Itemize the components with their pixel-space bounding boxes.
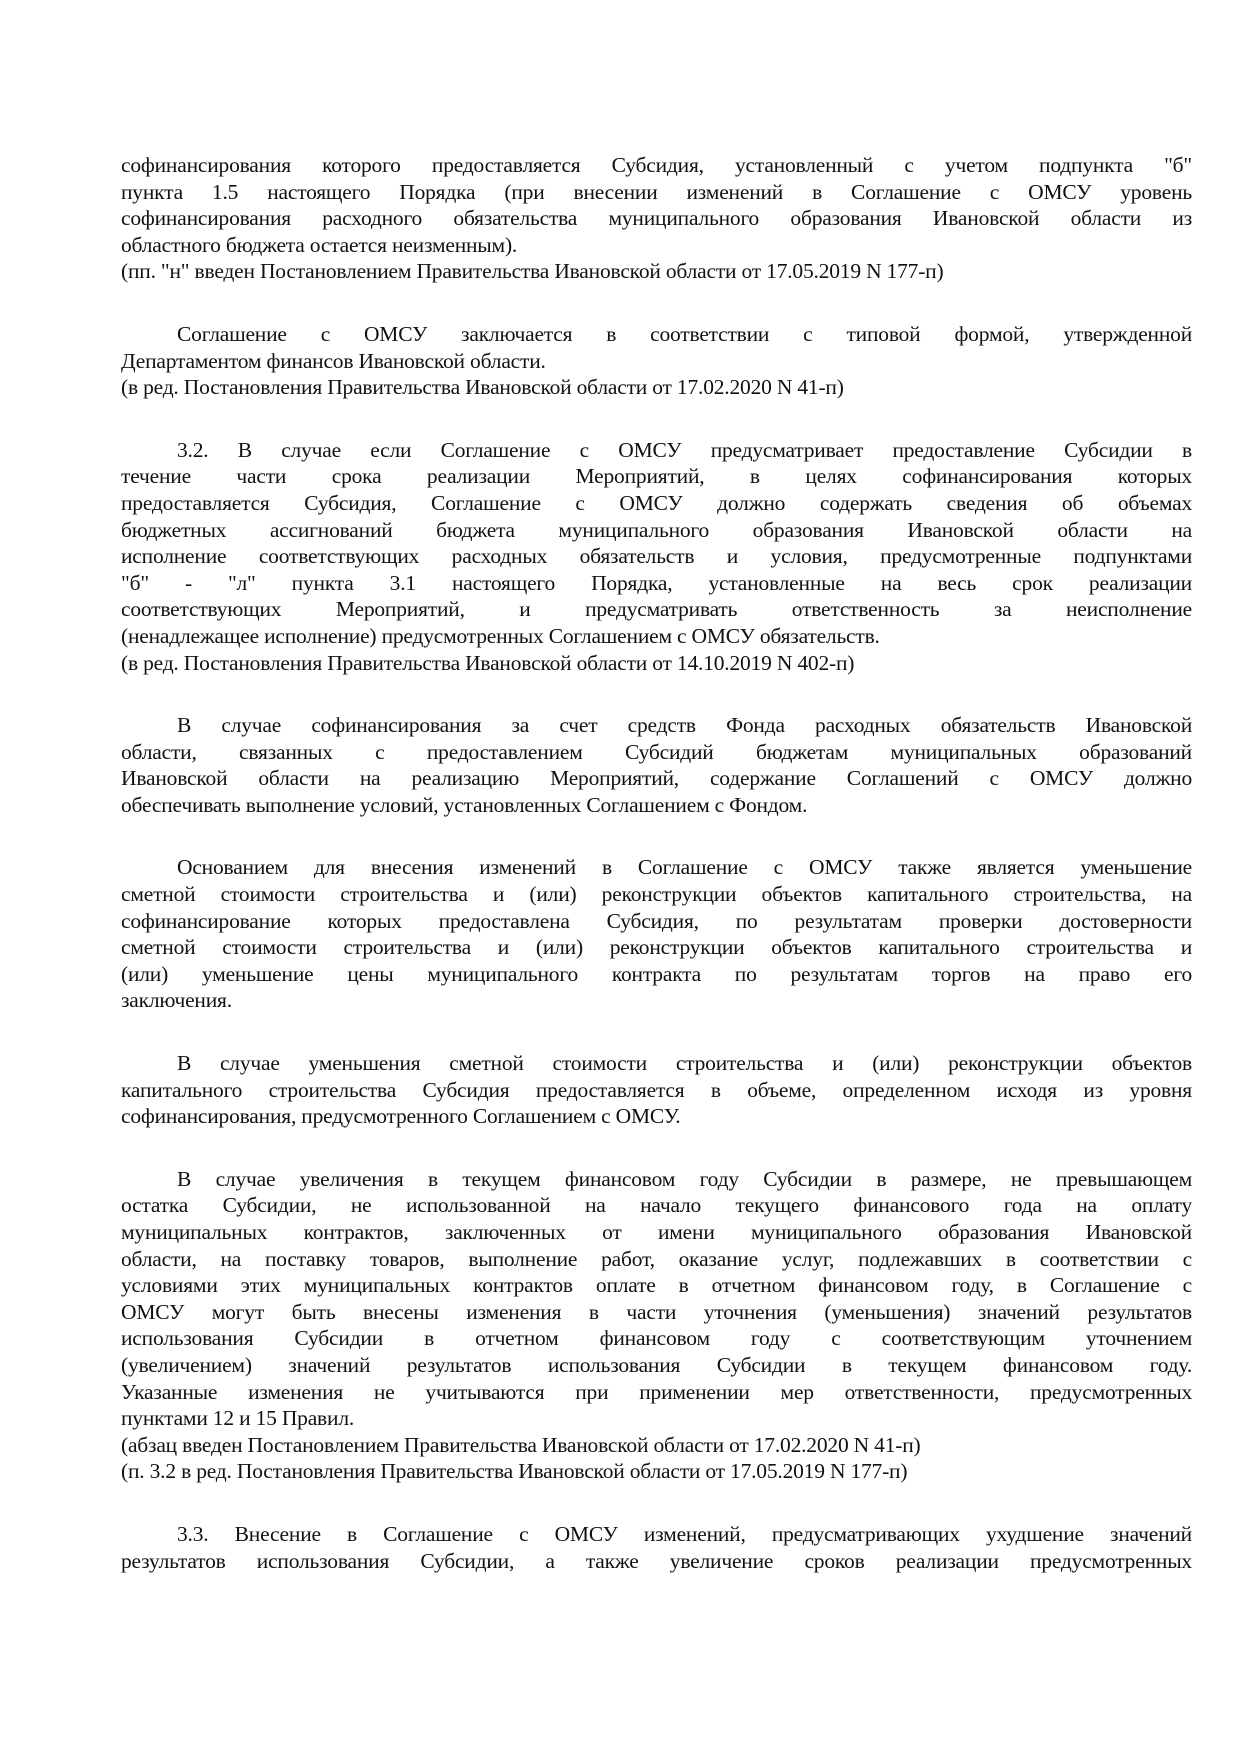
text-line: муниципальных контрактов, заключенных от имени муниципального образования Ивановской <box>121 1220 1192 1244</box>
text-line: софинансирование которых предоставлена Субсидия, по результатам проверки достоверности <box>121 908 1192 933</box>
text-line: областного бюджета остается неизменным). <box>121 232 518 257</box>
text-line: софинансирования которого предоставляется Субсидия, установленный с учетом подпункта "б" <box>121 153 1192 177</box>
text-line: использования Субсидии в отчетном финансовом году с соответствующим уточнением <box>121 1326 1192 1351</box>
text-line: 3.3. Внесение в Соглашение с ОМСУ изменений, предусматривающих ухудшение значений <box>177 1521 1192 1546</box>
text-line: заключения. <box>121 988 232 1013</box>
text-line: соответствующих Мероприятий, и предусматривать ответственность за неисполнение <box>121 597 1192 622</box>
text-line: пункта 1.5 настоящего Порядка (при внесении изменений в Соглашение с ОМСУ уровень <box>121 179 1192 204</box>
text-line: В случае увеличения в текущем финансовом году Субсидии в размере, не превышающем <box>177 1166 1192 1191</box>
text-line: (увеличением) значений результатов использования Субсидии в текущем финансовом году. <box>121 1352 1192 1377</box>
text-line: области, на поставку товаров, выполнение работ, оказание услуг, подлежавших в соответствии с <box>121 1246 1192 1271</box>
text-line: Департаментом финансов Ивановской области. <box>121 348 546 373</box>
text-line: (ненадлежащее исполнение) предусмотренных Соглашением с ОМСУ обязательств. <box>121 623 880 648</box>
document-page <box>121 152 1192 1574</box>
text-line: течение части срока реализации Мероприятий, в целях софинансирования которых <box>121 464 1192 489</box>
text-line: Ивановской области на реализацию Мероприятий, содержание Соглашений с ОМСУ должно <box>121 766 1192 791</box>
text-line: ОМСУ могут быть внесены изменения в части уточнения (уменьшения) значений результатов <box>121 1299 1192 1324</box>
paragraph <box>121 1050 1192 1130</box>
text-line: (или) уменьшение цены муниципального контракта по результатам торгов на право его <box>121 961 1192 986</box>
text-line: капитального строительства Субсидия предоставляется в объеме, определенном исходя из уровня <box>121 1077 1192 1102</box>
text-line: Соглашение с ОМСУ заключается в соответствии с типовой формой, утвержденной <box>177 321 1192 346</box>
text-line: пунктами 12 и 15 Правил. <box>121 1406 355 1431</box>
paragraph <box>121 437 1192 676</box>
text-line: результатов использования Субсидии, а также увеличение сроков реализации предусмотренных <box>121 1548 1192 1573</box>
paragraph <box>121 152 1192 285</box>
text-line: сметной стоимости строительства и (или) реконструкции объектов капитального строительства, на <box>121 882 1192 907</box>
text-line: сметной стоимости строительства и (или) реконструкции объектов капитального строительства и <box>121 935 1192 960</box>
amendment-note: (в ред. Постановления Правительства Ивановской области от 14.10.2019 N 402-п) <box>121 650 855 675</box>
text-line: В случае софинансирования за счет средств Фонда расходных обязательств Ивановской <box>177 713 1192 738</box>
paragraph <box>121 321 1192 401</box>
text-line: Указанные изменения не учитываются при применении мер ответственности, предусмотренных <box>121 1379 1192 1404</box>
amendment-note: (в ред. Постановления Правительства Ивановской области от 17.02.2020 N 41-п) <box>121 375 844 400</box>
text-line: обеспечивать выполнение условий, установленных Соглашением с Фондом. <box>121 792 808 817</box>
text-line: софинансирования расходного обязательства муниципального образования Ивановской области из <box>121 206 1192 231</box>
text-line: остатка Субсидии, не использованной на начало текущего финансового года на оплату <box>121 1193 1192 1218</box>
text-line: области, связанных с предоставлением Субсидий бюджетам муниципальных образований <box>121 739 1192 764</box>
text-line: софинансирования, предусмотренного Соглашением с ОМСУ. <box>121 1104 681 1129</box>
amendment-note: (абзац введен Постановлением Правительства Ивановской области от 17.02.2020 N 41-п) <box>121 1432 921 1457</box>
paragraph <box>121 1521 1192 1574</box>
text-line: 3.2. В случае если Соглашение с ОМСУ предусматривает предоставление Субсидии в <box>177 437 1192 462</box>
paragraph <box>121 854 1192 1014</box>
text-line: "б" - "л" пункта 3.1 настоящего Порядка, установленные на весь срок реализации <box>121 570 1192 595</box>
text-line: условиями этих муниципальных контрактов оплате в отчетном финансовом году, в Соглашение с <box>121 1273 1192 1298</box>
paragraph <box>121 712 1192 818</box>
amendment-note: (п. 3.2 в ред. Постановления Правительства Ивановской области от 17.05.2019 N 177-п) <box>121 1459 908 1484</box>
paragraph <box>121 1166 1192 1485</box>
amendment-note: (пп. "н" введен Постановлением Правительства Ивановской области от 17.05.2019 N 177-п) <box>121 259 944 284</box>
text-line: бюджетных ассигнований бюджета муниципального образования Ивановской области на <box>121 517 1192 542</box>
text-line: В случае уменьшения сметной стоимости строительства и (или) реконструкции объектов <box>177 1051 1192 1076</box>
text-line: предоставляется Субсидия, Соглашение с ОМСУ должно содержать сведения об объемах <box>121 490 1192 515</box>
text-line: Основанием для внесения изменений в Соглашение с ОМСУ также является уменьшение <box>177 855 1192 880</box>
text-line: исполнение соответствующих расходных обязательств и условия, предусмотренные подпунктами <box>121 544 1192 569</box>
